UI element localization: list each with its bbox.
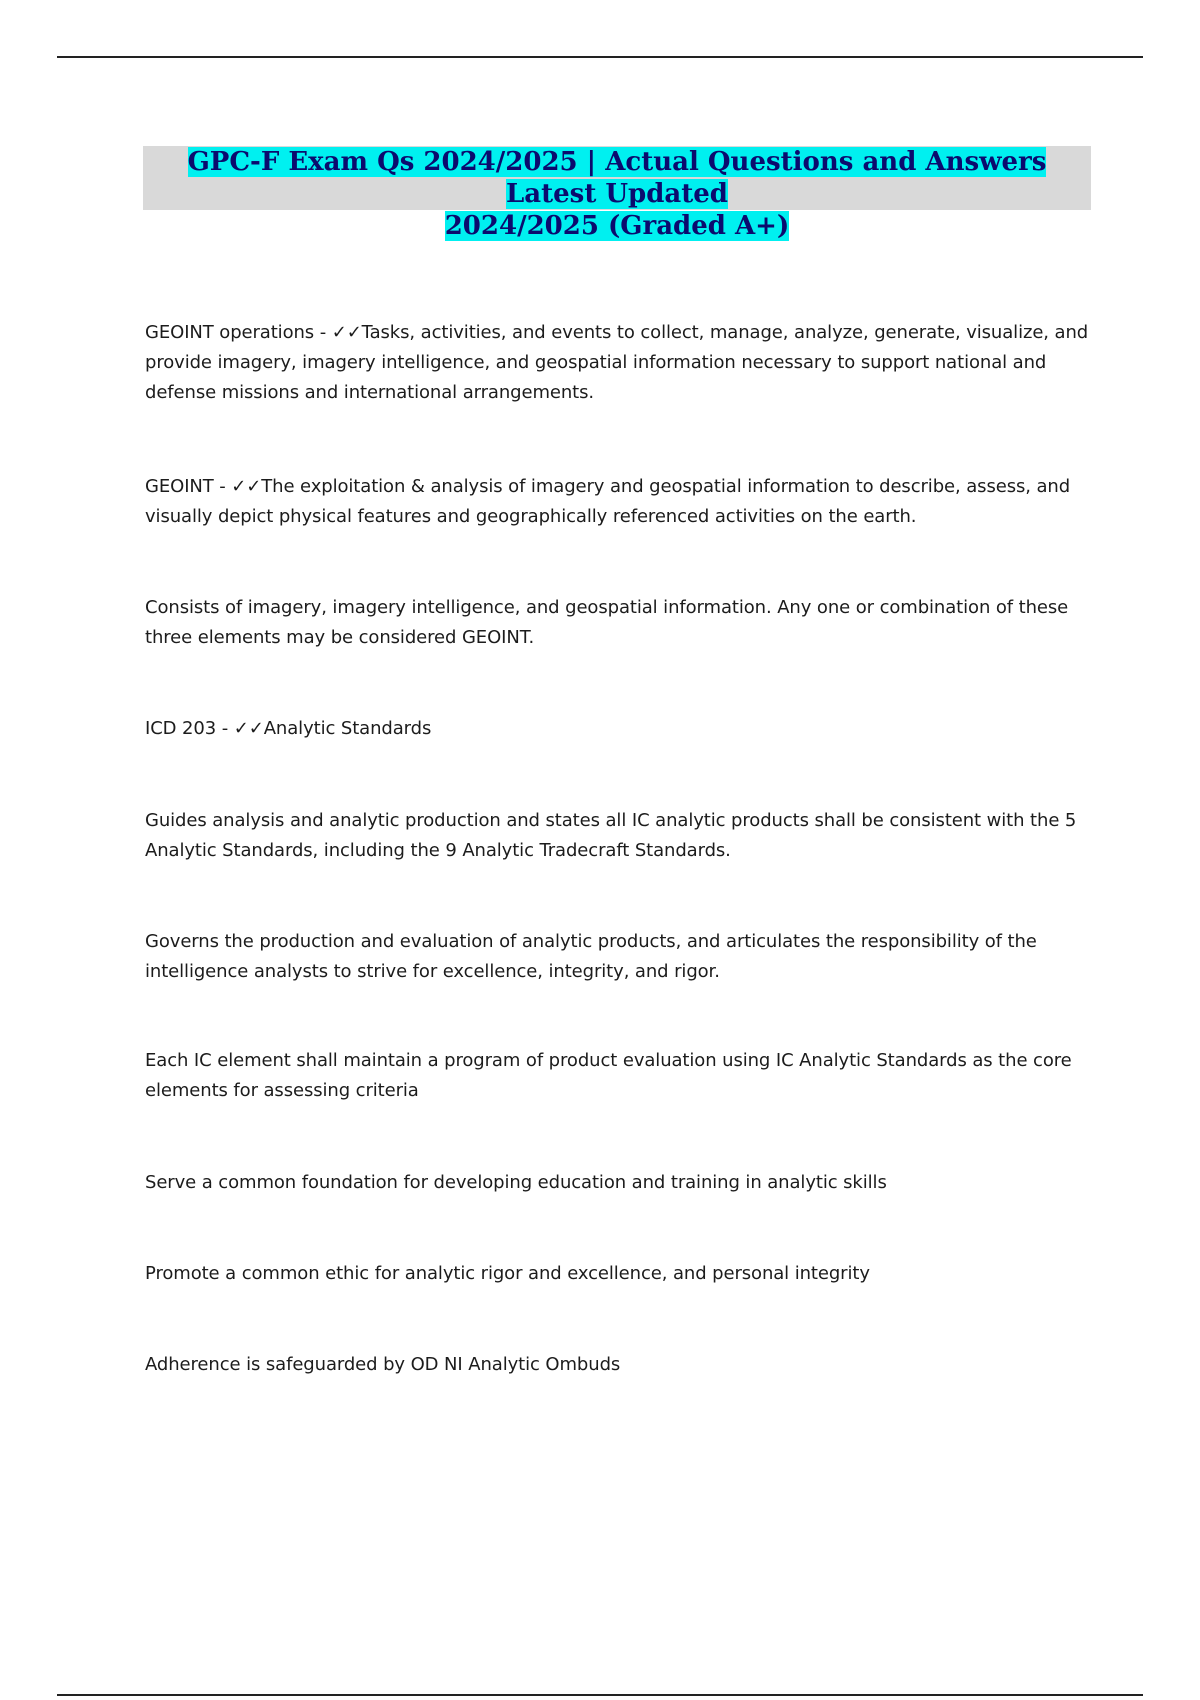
footer-rule — [57, 1694, 1143, 1696]
paragraph-adherence: Adherence is safeguarded by OD NI Analytic Ombuds — [145, 1354, 621, 1375]
title-line-2: 2024/2025 (Graded A+) — [444, 211, 790, 241]
paragraph-guides-analysis: Guides analysis and analytic production and states all IC analytic products shall be consistent with the 5 Analytic Standards, including the 9 Analytic Tradecraft Standards. — [145, 810, 1077, 861]
header-rule — [57, 56, 1143, 58]
paragraph-product-evaluation: Each IC element shall maintain a program of product evaluation using IC Analytic Standards as the core elements for assessing criteria — [145, 1050, 1072, 1101]
paragraph-icd-203: ICD 203 - ✓✓Analytic Standards — [145, 718, 432, 739]
paragraph-geoint-operations: GEOINT operations - ✓✓Tasks, activities, and events to collect, manage, analyze, generate, visualize, and provide imagery, imagery intelligence, and geospatial information necessary to support national and defense missions and international arrangements. — [145, 322, 1089, 403]
document-title — [143, 146, 1091, 241]
paragraph-geoint-definition: GEOINT - ✓✓The exploitation & analysis of imagery and geospatial information to describe, assess, and visually depict physical features and geographically referenced activities on the earth. — [145, 476, 1071, 527]
title-line-1: GPC-F Exam Qs 2024/2025 | Actual Questions and Answers Latest Updated — [187, 147, 1047, 209]
paragraph-geoint-consists: Consists of imagery, imagery intelligence, and geospatial information. Any one or combination of these three elements may be considered GEOINT. — [145, 597, 1069, 648]
paragraph-common-foundation: Serve a common foundation for developing education and training in analytic skills — [145, 1172, 887, 1193]
paragraph-common-ethic: Promote a common ethic for analytic rigor and excellence, and personal integrity — [145, 1263, 870, 1284]
paragraph-governs-production: Governs the production and evaluation of analytic products, and articulates the responsibility of the intelligence analysts to strive for excellence, integrity, and rigor. — [145, 931, 1037, 982]
